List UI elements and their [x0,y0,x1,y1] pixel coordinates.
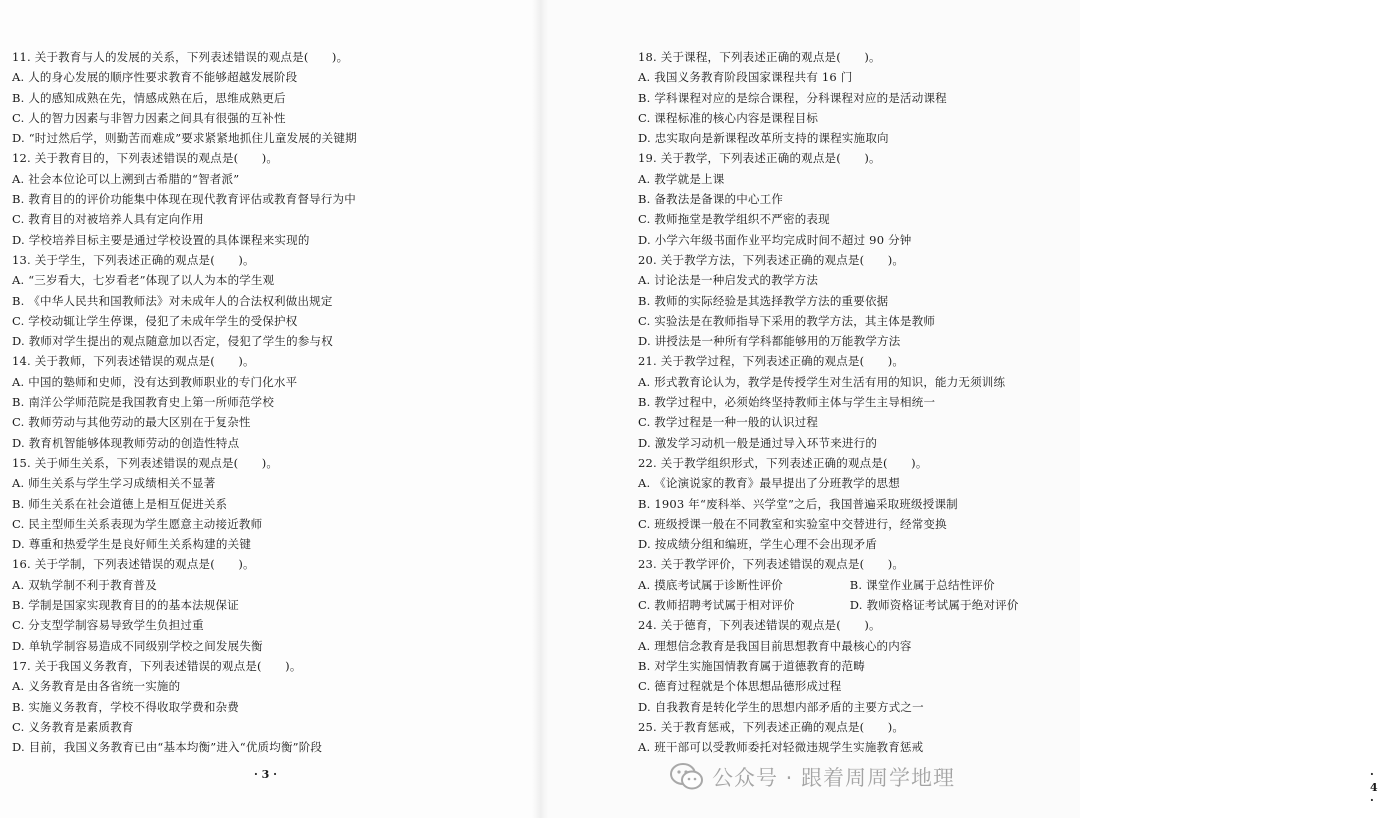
answer-option: B. 《中华人民共和国教师法》对未成年人的合法权利做出规定 [12,293,333,308]
question-stem: 14. 关于教师，下列表述错误的观点是( )。 [12,354,255,369]
answer-option: A. 《论演说家的教育》最早提出了分班教学的思想 [638,476,900,491]
answer-option: A. 摸底考试属于诊断性评价 [638,577,783,592]
book-gutter [532,0,548,818]
answer-option: D. 忠实取向是新课程改革所支持的课程实施取向 [638,131,889,146]
answer-option: C. 教育目的对被培养人具有定向作用 [12,212,204,227]
answer-option: B. 教师的实际经验是其选择教学方法的重要依据 [638,293,889,308]
question-stem: 15. 关于师生关系，下列表述错误的观点是( )。 [12,455,279,470]
answer-option: B. 人的感知成熟在先，情感成熟在后，思维成熟更后 [12,90,286,105]
answer-option: C. 义务教育是素质教育 [12,719,134,734]
answer-option: B. 师生关系在社会道德上是相互促进关系 [12,496,228,511]
question-stem: 23. 关于教学评价，下列表述错误的观点是( )。 [638,557,905,572]
question-stem: 17. 关于我国义务教育，下列表述错误的观点是( )。 [12,658,302,673]
right-page-text [638,47,1070,757]
wechat-icon [670,762,704,792]
answer-option: D. 尊重和热爱学生是良好师生关系构建的关键 [12,537,252,552]
answer-option: A. 我国义务教育阶段国家课程共有 16 门 [638,70,853,85]
answer-option: A. 人的身心发展的顺序性要求教育不能够超越发展阶段 [12,70,298,85]
left-page-text [12,47,532,757]
answer-option: D. 小学六年级书面作业平均完成时间不超过 90 分钟 [638,232,912,247]
answer-option: C. 教师拖堂是教学组织不严密的表现 [638,212,830,227]
answer-option: C. 实验法是在教师指导下采用的教学方法，其主体是教师 [638,313,936,328]
answer-option: B. 学制是国家实现教育目的的基本法规保证 [12,598,239,613]
answer-option: D. 教师资格证考试属于绝对评价 [849,598,1019,613]
answer-option: D. 教育机智能够体现教师劳动的创造性特点 [12,435,240,450]
watermark [670,760,955,794]
answer-option: A. “三岁看大，七岁看老”体现了以人为本的学生观 [12,273,275,288]
question-stem: 12. 关于教育目的，下列表述错误的观点是( )。 [12,151,279,166]
answer-option: C. 课程标准的核心内容是课程目标 [638,110,819,125]
answer-option: D. 激发学习动机一般是通过导入环节来进行的 [638,435,878,450]
answer-option: C. 教师劳动与其他劳动的最大区别在于复杂性 [12,415,251,430]
answer-option: A. 社会本位论可以上溯到古希腊的“智者派” [12,171,240,186]
watermark-text: 公众号 · 跟着周周学地理 [712,766,956,790]
answer-option: D. “时过然后学，则勤苦而难成”要求紧紧地抓住儿童发展的关键期 [12,131,357,146]
question-stem: 19. 关于教学，下列表述正确的观点是( )。 [638,151,881,166]
answer-option: A. 双轨学制不利于教育普及 [12,577,157,592]
answer-option: A. 师生关系与学生学习成绩相关不显著 [12,476,216,491]
answer-option: C. 民主型师生关系表现为学生愿意主动接近教师 [12,516,263,531]
answer-option: D. 按成绩分组和编班，学生心理不会出现矛盾 [638,537,878,552]
answer-option: A. 班干部可以受教师委托对轻微违规学生实施教育惩戒 [638,740,924,755]
question-stem: 24. 关于德育，下列表述错误的观点是( )。 [638,618,881,633]
answer-option: B. 备教法是备课的中心工作 [638,192,784,207]
answer-option: D. 讲授法是一种所有学科都能够用的万能教学方法 [638,334,901,349]
question-stem: 20. 关于教学方法，下列表述正确的观点是( )。 [638,252,905,267]
answer-option: B. 南洋公学师范院是我国教育史上第一所师范学校 [12,395,275,410]
answer-option: A. 形式教育论认为，教学是传授学生对生活有用的知识，能力无须训练 [638,374,1006,389]
answer-option: B. 实施义务教育，学校不得收取学费和杂费 [12,699,239,714]
answer-option: D. 单轨学制容易造成不同级别学校之间发展失衡 [12,638,263,653]
answer-option: C. 德育过程就是个体思想品德形成过程 [638,679,842,694]
question-stem: 18. 关于课程，下列表述正确的观点是( )。 [638,50,881,64]
answer-option: B. 学科课程对应的是综合课程，分科课程对应的是活动课程 [638,90,947,105]
answer-option: D. 目前，我国义务教育已由“基本均衡”进入“优质均衡”阶段 [12,740,323,755]
question-stem: 21. 关于教学过程，下列表述正确的观点是( )。 [638,354,905,369]
answer-option: C. 人的智力因素与非智力因素之间具有很强的互补性 [12,110,286,125]
answer-option-row [638,595,1070,615]
answer-option: A. 理想信念教育是我国目前思想教育中最核心的内容 [638,638,912,653]
answer-option: B. 课堂作业属于总结性评价 [849,577,995,592]
answer-option: A. 教学就是上课 [638,171,725,186]
answer-option: C. 教学过程是一种一般的认识过程 [638,415,819,430]
right-page [540,0,1378,818]
page-number-right: · 4 · [1370,768,1378,807]
answer-option: A. 讨论法是一种启发式的教学方法 [638,273,819,288]
answer-option: B. 教育目的的评价功能集中体现在现代教育评估或教育督导行为中 [12,192,356,207]
answer-option: C. 学校动辄让学生停课，侵犯了未成年学生的受保护权 [12,313,298,328]
question-stem: 25. 关于教育惩戒，下列表述正确的观点是( )。 [638,719,905,734]
question-stem: 16. 关于学制，下列表述错误的观点是( )。 [12,557,255,572]
answer-option: D. 教师对学生提出的观点随意加以否定，侵犯了学生的参与权 [12,334,333,349]
answer-option: A. 中国的塾师和史师，没有达到教师职业的专门化水平 [12,374,298,389]
left-page [0,0,540,818]
answer-option: C. 分支型学制容易导致学生负担过重 [12,618,204,633]
answer-option: A. 义务教育是由各省统一实施的 [12,679,181,694]
answer-option: C. 教师招聘考试属于相对评价 [638,598,795,613]
question-stem: 11. 关于教育与人的发展的关系，下列表述错误的观点是( )。 [12,50,349,64]
answer-option: D. 学校培养目标主要是通过学校设置的具体课程来实现的 [12,232,310,247]
answer-option: B. 教学过程中，必须始终坚持教师主体与学生主导相统一 [638,395,936,410]
question-stem: 22. 关于教学组织形式，下列表述正确的观点是( )。 [638,455,928,470]
page-number-left: · 3 · [254,768,277,781]
answer-option: B. 对学生实施国情教育属于道德教育的范畴 [638,658,865,673]
answer-option: D. 自我教育是转化学生的思想内部矛盾的主要方式之一 [638,699,924,714]
answer-option-row [638,575,1070,595]
question-stem: 13. 关于学生，下列表述正确的观点是( )。 [12,252,255,267]
answer-option: C. 班级授课一般在不同教室和实验室中交替进行，经常变换 [638,516,947,531]
answer-option: B. 1903 年“废科举、兴学堂”之后，我国普遍采取班级授课制 [638,496,958,511]
